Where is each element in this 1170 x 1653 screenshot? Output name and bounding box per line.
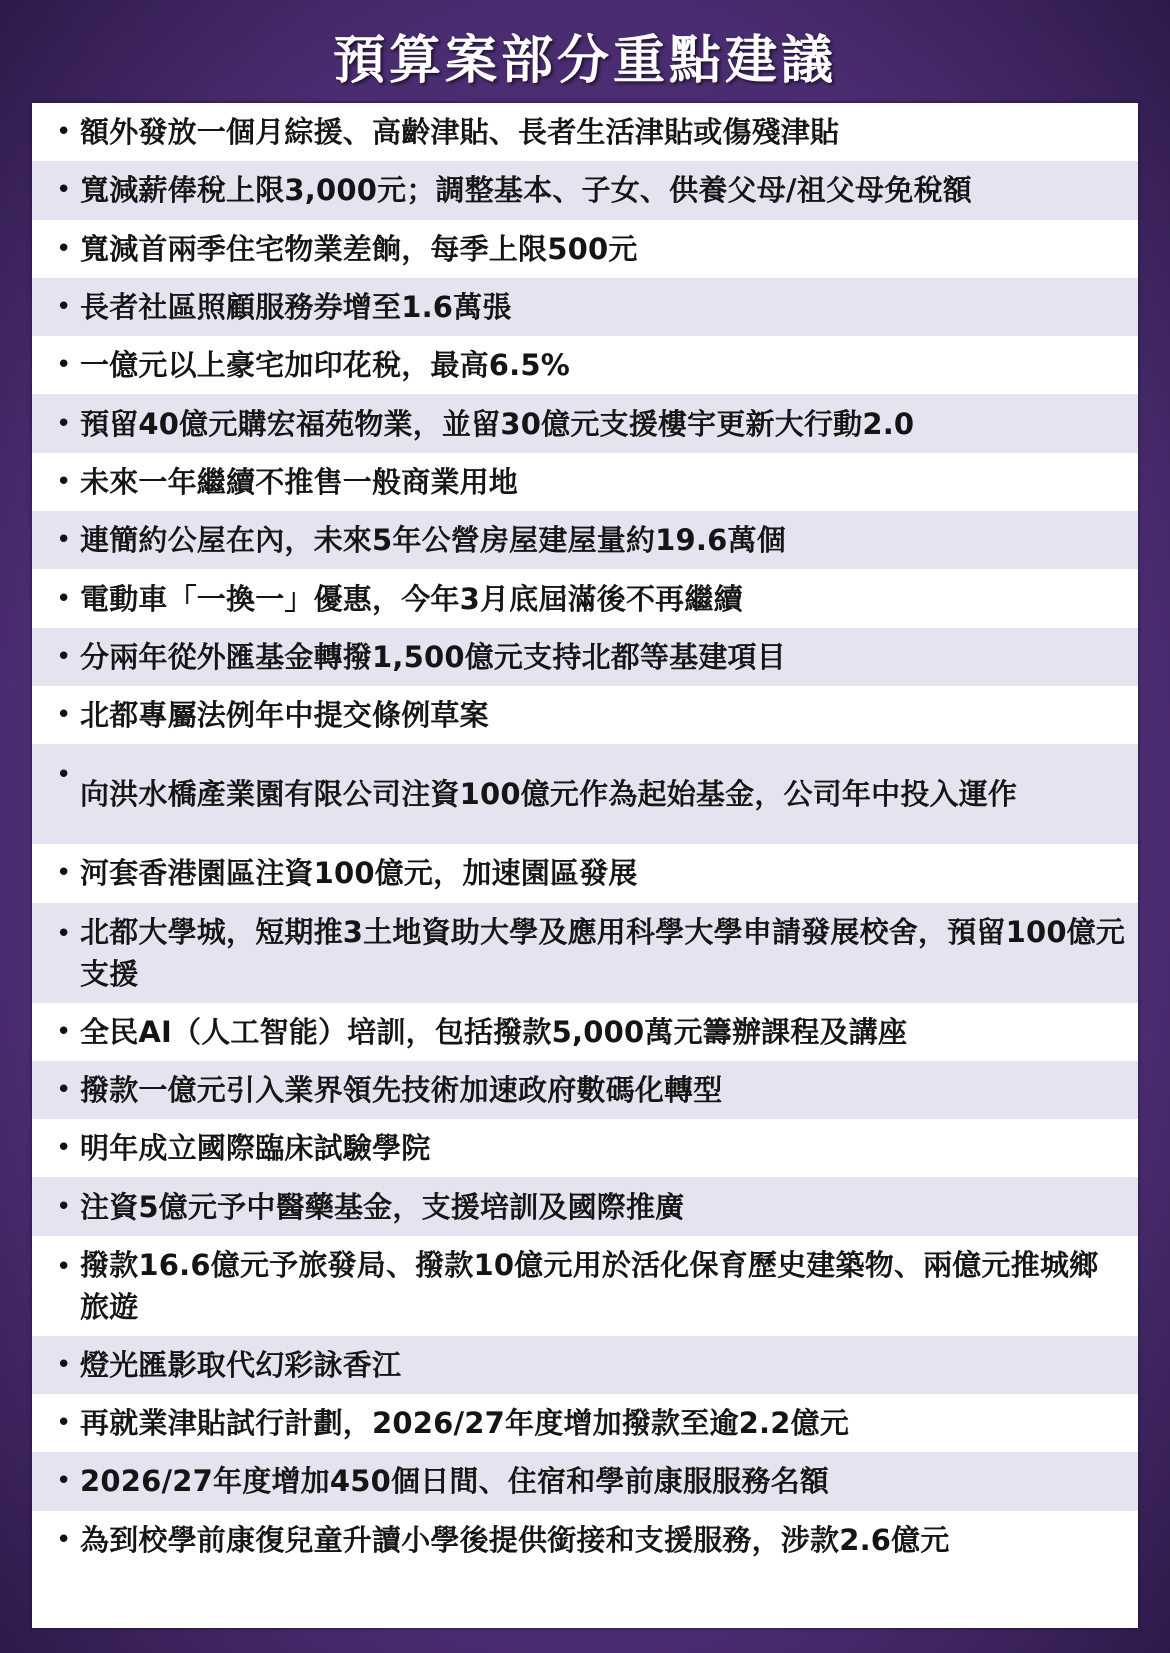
bullet-icon: • <box>56 641 72 672</box>
list-item-text: 長者社區照顧服務券增至1.6萬張 <box>80 290 512 325</box>
bullet-icon: • <box>56 918 72 949</box>
page-title: 預算案部分重點建議 <box>332 31 837 91</box>
bullet-icon: • <box>56 408 72 439</box>
list-item <box>32 1003 1138 1061</box>
list-item <box>32 1336 1138 1394</box>
list-item <box>32 1511 1138 1569</box>
list-item <box>32 686 1138 744</box>
list-item-text: 分兩年從外匯基金轉撥1,500億元支持北都等基建項目 <box>80 639 786 674</box>
bullet-icon: • <box>56 1251 72 1282</box>
list-item-text: 撥款16.6億元予旅發局、撥款10億元用於活化保育歷史建築物、兩億元推城鄉旅遊 <box>80 1247 1099 1324</box>
list-item-text: 寬減薪俸稅上限3,000元；調整基本、子女、供養父母/祖父母免稅額 <box>80 173 972 208</box>
list-item-text: 預留40億元購宏福苑物業，並留30億元支援樓宇更新大行動2.0 <box>80 406 915 441</box>
list-item <box>32 220 1138 278</box>
list-item-text: 河套香港園區注資100億元，加速園區發展 <box>80 856 638 891</box>
list-item-text: 全民AI（人工智能）培訓，包括撥款5,000萬元籌辦課程及講座 <box>80 1014 908 1049</box>
recommendations-list <box>32 103 1138 1628</box>
list-item-text: 再就業津貼試行計劃，2026/27年度增加撥款至逾2.2億元 <box>80 1406 850 1441</box>
list-item-text: 為到校學前康復兒童升讀小學後提供銜接和支援服務，涉款2.6億元 <box>80 1522 950 1557</box>
list-item-text: 北都專屬法例年中提交條例草案 <box>80 698 489 733</box>
list-item <box>32 511 1138 569</box>
list-item <box>32 569 1138 627</box>
list-item-text: 明年成立國際臨床試驗學院 <box>80 1131 431 1166</box>
list-item-text: 向洪水橋產業園有限公司注資100億元作為起始基金，公司年中投入運作 <box>80 777 1018 812</box>
list-item <box>32 394 1138 452</box>
bullet-icon: • <box>56 1191 72 1222</box>
list-item-text: 注資5億元予中醫藥基金，支援培訓及國際推廣 <box>80 1189 685 1224</box>
list-item-text: 2026/27年度增加450個日間、住宿和學前康服服務名額 <box>80 1464 829 1499</box>
bullet-icon: • <box>56 117 72 148</box>
list-item <box>32 628 1138 686</box>
list-item <box>32 1236 1138 1336</box>
list-item-text: 撥款一億元引入業界領先技術加速政府數碼化轉型 <box>80 1073 723 1107</box>
bullet-icon: • <box>56 700 72 731</box>
list-item <box>32 1452 1138 1510</box>
bullet-icon: • <box>56 466 72 497</box>
list-item <box>32 103 1138 161</box>
bullet-icon: • <box>56 1466 72 1497</box>
bullet-icon: • <box>56 1075 72 1105</box>
list-item <box>32 1177 1138 1235</box>
bullet-icon: • <box>56 1524 72 1555</box>
bullet-icon: • <box>56 760 72 791</box>
bullet-icon: • <box>56 1408 72 1439</box>
bullet-icon: • <box>56 583 72 614</box>
list-item-text: 燈光匯影取代幻彩詠香江 <box>80 1347 402 1382</box>
list-item-text: 未來一年繼續不推售一般商業用地 <box>80 464 519 499</box>
list-item-text: 北都大學城，短期推3土地資助大學及應用科學大學申請發展校舍，預留100億元支援 <box>80 914 1126 991</box>
bullet-icon: • <box>56 292 72 323</box>
list-item-text: 電動車「一換一」優惠，今年3月底屆滿後不再繼續 <box>80 581 743 616</box>
bullet-icon: • <box>56 1349 72 1380</box>
bullet-icon: • <box>56 525 72 556</box>
list-item <box>32 903 1138 1003</box>
list-item <box>32 278 1138 336</box>
list-item-text: 連簡約公屋在內，未來5年公營房屋建屋量約19.6萬個 <box>80 523 786 558</box>
list-item <box>32 336 1138 394</box>
list-item <box>32 1119 1138 1177</box>
bullet-icon: • <box>56 175 72 206</box>
list-item-text: 一億元以上豪宅加印花稅，最高6.5% <box>80 348 571 383</box>
bullet-icon: • <box>56 350 72 381</box>
list-item <box>32 744 1138 844</box>
list-item <box>32 453 1138 511</box>
bullet-icon: • <box>56 858 72 889</box>
list-item <box>32 1394 1138 1452</box>
list-item <box>32 1061 1138 1119</box>
bullet-icon: • <box>56 1016 72 1047</box>
list-item <box>32 844 1138 902</box>
list-item-text: 額外發放一個月綜援、高齡津貼、長者生活津貼或傷殘津貼 <box>80 115 840 150</box>
bullet-icon: • <box>56 1133 72 1164</box>
list-item <box>32 161 1138 219</box>
bullet-icon: • <box>56 233 72 264</box>
list-item-text: 寬減首兩季住宅物業差餉，每季上限500元 <box>80 231 638 266</box>
